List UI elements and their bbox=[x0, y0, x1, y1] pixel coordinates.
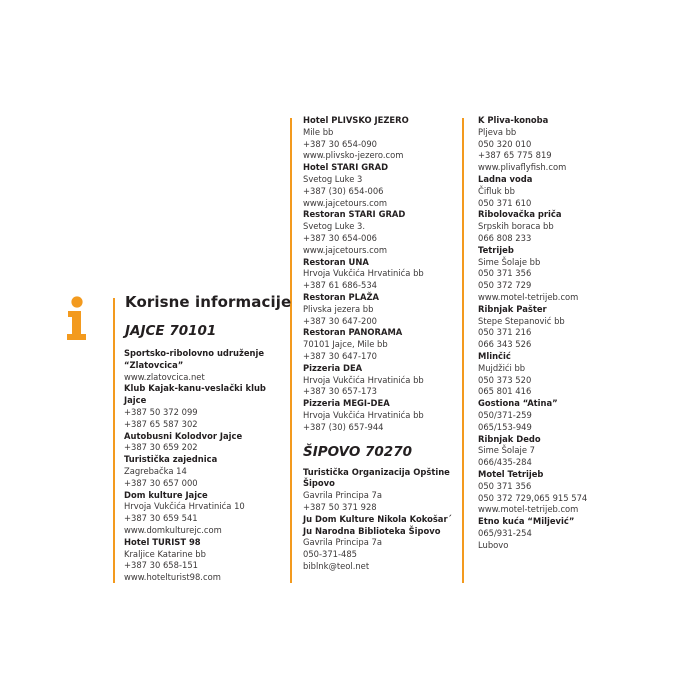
column-divider-3 bbox=[462, 118, 464, 583]
entry-detail: Kraljice Katarine bb bbox=[124, 548, 206, 559]
list-item bbox=[124, 490, 282, 537]
entry-name: Etno kuća “Miljević” bbox=[478, 516, 575, 527]
list-item bbox=[303, 115, 455, 162]
entry-link[interactable]: www.jajcetours.com bbox=[303, 197, 388, 208]
entry-detail: 050 373 520 bbox=[478, 374, 532, 385]
entry-detail: +387 30 647-170 bbox=[303, 350, 377, 361]
list-item bbox=[124, 537, 282, 584]
entry-detail: 050 371 356 bbox=[478, 480, 532, 491]
entry-detail: +387 30 654-090 bbox=[303, 138, 377, 149]
entry-detail: +387 65 775 819 bbox=[478, 150, 552, 161]
entry-name: Klub Kajak-kanu-veslački klub Jajce bbox=[124, 383, 266, 406]
entry-detail: Hrvoja Vukčića Hrvatinića bb bbox=[303, 409, 424, 420]
entry-detail: +387 (30) 657-944 bbox=[303, 421, 384, 432]
jajce-list bbox=[124, 348, 282, 584]
entry-name: Ribnjak Dedo bbox=[478, 433, 541, 444]
entry-detail: +387 50 371 928 bbox=[303, 501, 377, 512]
entry-detail: Mujdžići bb bbox=[478, 362, 526, 373]
entry-detail: +387 50 372 099 bbox=[124, 406, 198, 417]
entry-link[interactable]: www.plivsko-jezero.com bbox=[303, 150, 404, 161]
list-item bbox=[303, 209, 455, 256]
entry-name: Pizzeria MEGI-DEA bbox=[303, 398, 390, 409]
entry-name: Dom kulture Jajce bbox=[124, 489, 208, 500]
entry-detail: Hrvoja Vukčića Hrvatinića bb bbox=[303, 268, 424, 279]
entry-name: Ribolovačka priča bbox=[478, 209, 562, 220]
entry-detail: +387 30 657 000 bbox=[124, 477, 198, 488]
entry-name: Turistička zajednica bbox=[124, 454, 218, 465]
list-item bbox=[124, 431, 282, 455]
list-item bbox=[303, 162, 455, 209]
entry-detail: 050-371-485 bbox=[303, 549, 357, 560]
entry-detail: Mile bb bbox=[303, 126, 334, 137]
list-item bbox=[478, 245, 638, 304]
entry-name: Restoran PANORAMA bbox=[303, 327, 403, 338]
entry-name: Restoran PLAŽA bbox=[303, 291, 380, 302]
entry-detail: Čifluk bb bbox=[478, 185, 515, 196]
entry-name: Hotel PLIVSKO JEZERO bbox=[303, 115, 409, 125]
entry-detail: 050 371 610 bbox=[478, 197, 532, 208]
entry-name: Sportsko-ribolovno udruženje “Zlatovcica” bbox=[124, 348, 265, 370]
sipovo-restaurants-list bbox=[478, 115, 638, 551]
column-divider-1 bbox=[113, 298, 115, 583]
entry-detail: Plivska jezera bb bbox=[303, 303, 374, 314]
entry-detail: 050 372 729,065 915 574 bbox=[478, 492, 588, 503]
column-divider-2 bbox=[290, 118, 292, 583]
entry-name: Ju Dom Kulture Nikola Kokošar´ Ju Narodna Biblioteka Šipovo bbox=[303, 513, 452, 536]
entry-detail: 050 372 729 bbox=[478, 280, 532, 291]
entry-detail: +387 30 647-200 bbox=[303, 315, 377, 326]
entry-link[interactable]: www.motel-tetrijeb.com bbox=[478, 291, 579, 302]
list-item bbox=[124, 454, 282, 489]
entry-name: Pizzeria DEA bbox=[303, 362, 363, 373]
entry-detail: +387 (30) 654-006 bbox=[303, 185, 384, 196]
list-item bbox=[478, 516, 638, 551]
entry-detail: 066 343 526 bbox=[478, 339, 532, 350]
entry-detail: 065/153-949 bbox=[478, 421, 532, 432]
entry-detail: Hrvoja Vukčića Hrvatinića bb bbox=[303, 374, 424, 385]
sipovo-entries bbox=[303, 467, 455, 573]
entry-detail: 066/435-284 bbox=[478, 457, 532, 468]
entry-detail: Zagrebačka 14 bbox=[124, 465, 187, 476]
entry-detail: +387 65 587 302 bbox=[124, 418, 198, 429]
entry-name: Restoran UNA bbox=[303, 256, 369, 267]
jajce-hotels-list bbox=[303, 115, 455, 573]
list-item bbox=[478, 209, 638, 244]
entry-detail: Svetog Luke 3. bbox=[303, 221, 365, 232]
jajce-hotels-entries bbox=[303, 115, 455, 434]
info-icon bbox=[64, 296, 90, 340]
entry-name: Hotel TURIST 98 bbox=[124, 536, 201, 547]
entry-name: Autobusni Kolodvor Jajce bbox=[124, 430, 243, 441]
entry-detail: +387 30 659 541 bbox=[124, 513, 198, 524]
entry-name: Ribnjak Pašter bbox=[478, 303, 547, 314]
entry-name: Ladna voda bbox=[478, 173, 533, 184]
entry-detail: Sime Šolaje 7 bbox=[478, 445, 535, 456]
sipovo-heading: ŠIPOVO 70270 bbox=[303, 443, 412, 460]
entry-detail: Srpskih boraca bb bbox=[478, 221, 554, 232]
entry-link[interactable]: biblnk@teol.net bbox=[303, 560, 370, 571]
list-item bbox=[303, 467, 455, 514]
entry-detail: 050 371 216 bbox=[478, 327, 532, 338]
entry-name: Mlinčić bbox=[478, 350, 511, 361]
entry-name: Motel Tetrijeb bbox=[478, 468, 544, 479]
list-item bbox=[303, 398, 455, 433]
entry-link[interactable]: www.jajcetours.com bbox=[303, 244, 388, 255]
entry-name: Tetrijeb bbox=[478, 244, 514, 255]
entry-detail: 066 808 233 bbox=[478, 232, 532, 243]
list-item bbox=[303, 363, 455, 398]
entry-detail: +387 30 654-006 bbox=[303, 232, 377, 243]
list-item bbox=[124, 348, 282, 383]
entry-detail: Pljeva bb bbox=[478, 126, 517, 137]
list-item bbox=[303, 257, 455, 292]
jajce-heading: JAJCE 70101 bbox=[125, 323, 217, 339]
entry-detail: 050/371-259 bbox=[478, 409, 532, 420]
entry-name: K Pliva-konoba bbox=[478, 115, 549, 125]
entry-link[interactable]: www.motel-tetrijeb.com bbox=[478, 504, 579, 515]
entry-detail: 050 371 356 bbox=[478, 268, 532, 279]
entry-detail: +387 30 657-173 bbox=[303, 386, 377, 397]
list-item bbox=[303, 514, 455, 573]
entry-detail: +387 30 659 202 bbox=[124, 442, 198, 453]
entry-link[interactable]: www.hotelturist98.com bbox=[124, 572, 221, 583]
entry-detail: Stepe Stepanović bb bbox=[478, 315, 565, 326]
list-item bbox=[478, 469, 638, 516]
entry-detail: 050 320 010 bbox=[478, 138, 532, 149]
entry-detail: Lubovo bbox=[478, 539, 509, 550]
entry-link[interactable]: www.plivaflyfish.com bbox=[478, 162, 567, 173]
entry-link[interactable]: www.domkulturejc.com bbox=[124, 524, 222, 535]
entry-detail: Sime Šolaje bb bbox=[478, 256, 541, 267]
entry-name: Gostiona “Atina” bbox=[478, 398, 558, 409]
entry-name: Hotel STARI GRAD bbox=[303, 162, 389, 173]
page-title: Korisne informacije bbox=[125, 293, 292, 311]
entry-detail: Gavrila Principa 7a bbox=[303, 537, 382, 548]
list-item bbox=[478, 115, 638, 174]
entry-detail: Hrvoja Vukčića Hrvatinića 10 bbox=[124, 501, 245, 512]
list-item bbox=[478, 351, 638, 398]
entry-detail: +387 61 686-534 bbox=[303, 280, 377, 291]
list-item bbox=[478, 304, 638, 351]
entry-detail: Gavrila Principa 7a bbox=[303, 490, 382, 501]
entry-link[interactable]: www.zlatovcica.net bbox=[124, 371, 205, 382]
entry-detail: Svetog Luke 3 bbox=[303, 173, 363, 184]
list-item bbox=[478, 398, 638, 433]
entry-detail: +387 30 658-151 bbox=[124, 560, 198, 571]
list-item bbox=[303, 327, 455, 362]
list-item bbox=[478, 174, 638, 209]
list-item bbox=[478, 434, 638, 469]
entry-detail: 065 801 416 bbox=[478, 386, 532, 397]
list-item bbox=[124, 383, 282, 430]
entry-name: Restoran STARI GRAD bbox=[303, 209, 406, 220]
entry-detail: 70101 Jajce, Mile bb bbox=[303, 339, 388, 350]
entry-name: Turistička Organizacija Opštine Šipovo bbox=[303, 466, 450, 489]
list-item bbox=[303, 292, 455, 327]
entry-detail: 065/931-254 bbox=[478, 527, 532, 538]
